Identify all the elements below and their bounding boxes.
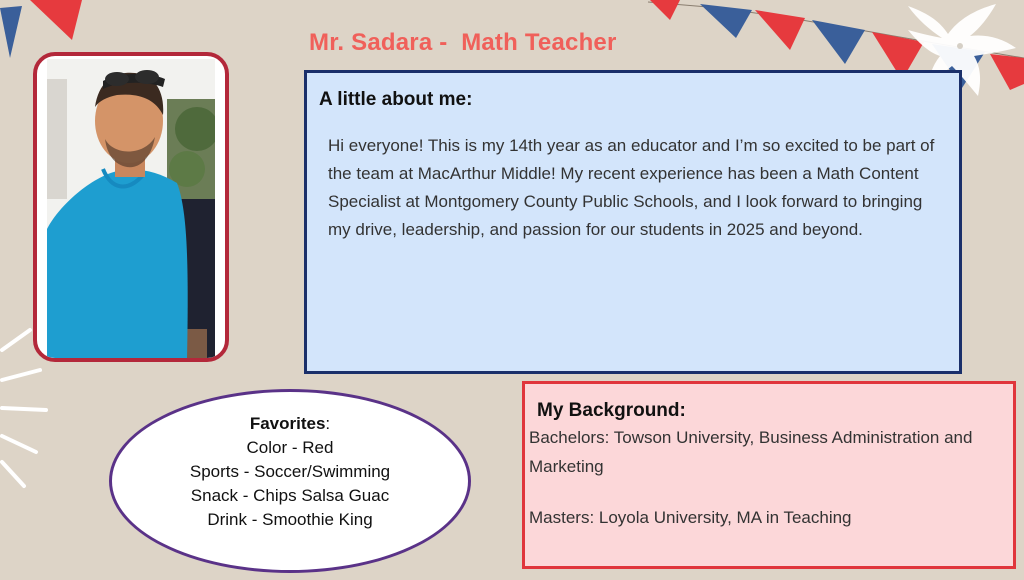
favorite-color: Color - Red <box>246 438 334 457</box>
background-text <box>529 423 1009 532</box>
bachelors-degree: Bachelors: Towson University, Business Administration and Marketing <box>529 428 973 476</box>
teacher-photo <box>47 59 215 359</box>
favorite-sports: Sports - Soccer/Swimming <box>189 462 391 481</box>
masters-degree: Masters: Loyola University, MA in Teaching <box>529 508 852 527</box>
bunting-flags-left <box>0 0 90 60</box>
favorites-colon: : <box>325 414 331 433</box>
teacher-photo-frame <box>33 52 229 362</box>
about-me-panel <box>304 70 962 374</box>
about-me-heading: A little about me: <box>319 89 473 110</box>
favorite-drink: Drink - Smoothie King <box>207 510 373 529</box>
favorites-panel <box>109 389 471 573</box>
favorites-title: Favorites <box>249 414 326 433</box>
favorites-title-line <box>112 412 468 436</box>
background-panel <box>522 381 1016 569</box>
about-me-text: Hi everyone! This is my 14th year as an educator and I’m so excited to be part of the team at MacArthur Middle! My recent experience has been a Math Content Specialist at Montgomery County Public Schools, and I look forward to bringing my drive, leadership, and passion for our students in 2025 and beyond. <box>328 136 935 239</box>
page-title: Mr. Sadara - Math Teacher <box>309 29 617 56</box>
favorite-snack: Snack - Chips Salsa Guac <box>190 486 390 505</box>
background-heading: My Background: <box>537 400 686 421</box>
